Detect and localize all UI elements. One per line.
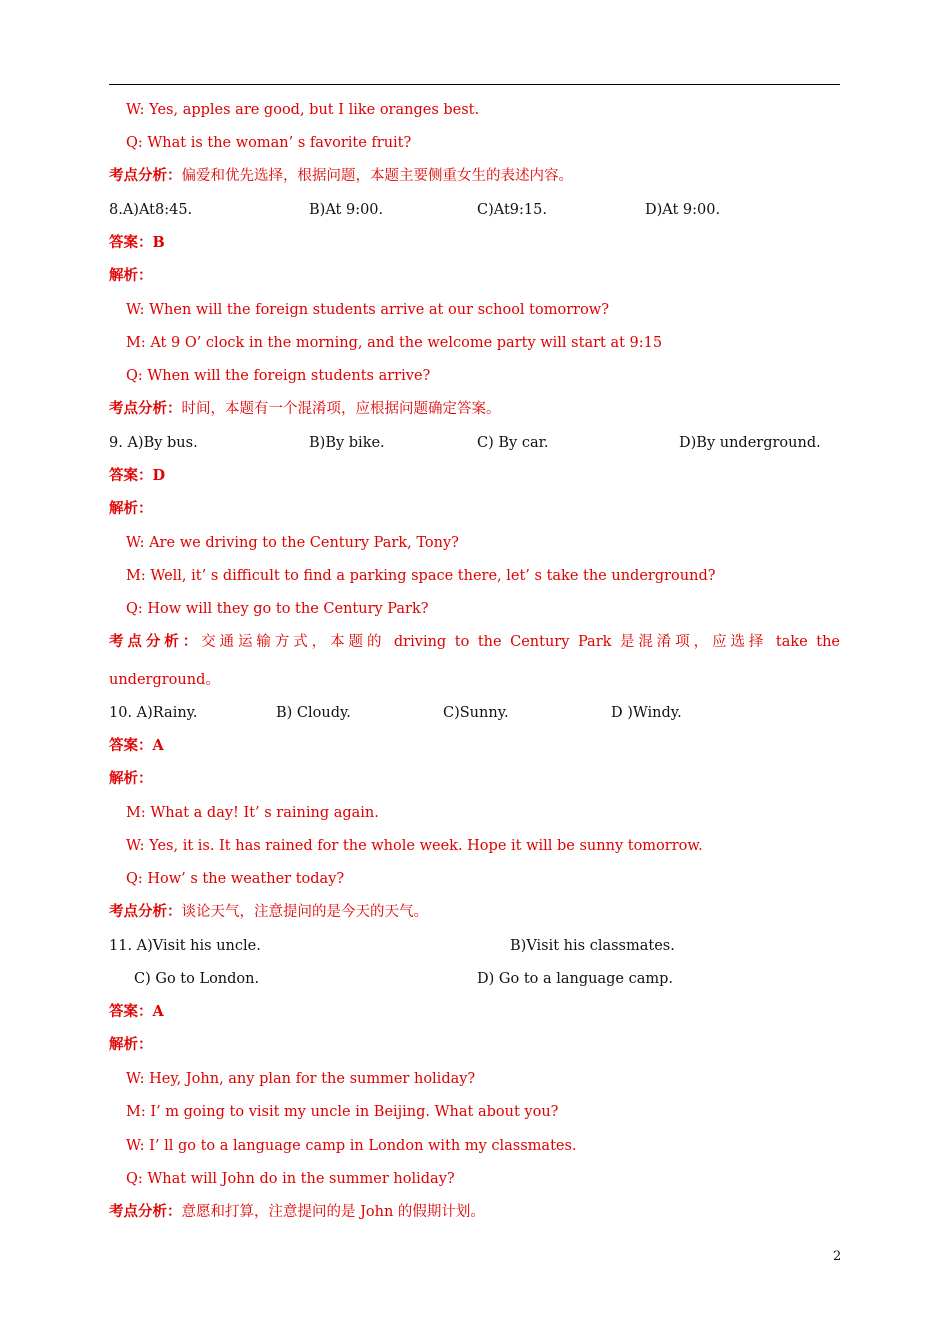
q11-option-d: D) Go to a language camp. xyxy=(477,971,673,987)
q10-dialogue-1: M: What a day! It’ s raining again. xyxy=(126,805,379,821)
analysis-label: 考点分析： xyxy=(109,633,202,650)
q11-answer xyxy=(109,1002,164,1022)
q8-question: Q: When will the foreign students arrive? xyxy=(126,368,431,384)
q10-dialogue-2: W: Yes, it is. It has rained for the whole week. Hope it will be sunny tomorrow. xyxy=(126,838,703,854)
q8-dialogue-1: W: When will the foreign students arrive at our school tomorrow? xyxy=(126,302,609,318)
q11-dialogue-3: W: I’ ll go to a language camp in London with my classmates. xyxy=(126,1138,577,1154)
q9-option-b: B)By bike. xyxy=(309,435,385,451)
analysis-7 xyxy=(109,166,573,186)
answer-value: A xyxy=(152,1003,164,1020)
analysis-text: 谈论天气，注意提问的是今天的天气。 xyxy=(181,904,428,920)
q10-option-c: C)Sunny. xyxy=(443,705,509,721)
q8-analysis xyxy=(109,399,501,419)
q9-analysis-cont: underground。 xyxy=(109,672,220,688)
q9-explain-label: 解析： xyxy=(109,500,153,517)
q9-dialogue-1: W: Are we driving to the Century Park, Tony? xyxy=(126,535,459,551)
answer-value: A xyxy=(152,737,164,754)
q11-analysis xyxy=(109,1202,485,1222)
analysis-label: 考点分析： xyxy=(109,903,182,920)
q8-option-a: 8.A)At8:45. xyxy=(109,202,193,218)
q10-option-b: B) Cloudy. xyxy=(276,705,351,721)
answer-label: 答案： xyxy=(109,467,153,484)
q9-option-a: 9. A)By bus. xyxy=(109,435,198,451)
analysis-label: 考点分析： xyxy=(109,167,182,184)
q11-option-b: B)Visit his classmates. xyxy=(510,938,675,954)
answer-label: 答案： xyxy=(109,234,153,251)
dialogue-line: W: Yes, apples are good, but I like oranges best. xyxy=(126,102,480,118)
q9-option-c: C) By car. xyxy=(477,435,549,451)
q8-option-c: C)At9:15. xyxy=(477,202,547,218)
q10-option-a: 10. A)Rainy. xyxy=(109,705,198,721)
q8-answer xyxy=(109,233,165,253)
page-number: 2 xyxy=(833,1249,842,1264)
q9-answer xyxy=(109,466,165,486)
analysis-label: 考点分析： xyxy=(109,1203,182,1220)
q11-dialogue-1: W: Hey, John, any plan for the summer holiday? xyxy=(126,1071,476,1087)
q9-option-d: D)By underground. xyxy=(679,435,821,451)
q8-dialogue-2: M: At 9 O’ clock in the morning, and the welcome party will start at 9:15 xyxy=(126,335,663,351)
analysis-text: 偏爱和优先选择，根据问题，本题主要侧重女生的表述内容。 xyxy=(181,168,573,184)
answer-value: B xyxy=(152,234,165,251)
q10-question: Q: How’ s the weather today? xyxy=(126,871,345,887)
q11-dialogue-2: M: I’ m going to visit my uncle in Beijing. What about you? xyxy=(126,1104,559,1120)
q9-dialogue-2: M: Well, it’ s difficult to find a parking space there, let’ s take the underground? xyxy=(126,568,716,584)
q9-question: Q: How will they go to the Century Park? xyxy=(126,601,429,617)
answer-label: 答案： xyxy=(109,737,153,754)
q10-option-d: D )Windy. xyxy=(611,705,682,721)
q10-analysis xyxy=(109,902,428,922)
q10-explain-label: 解析： xyxy=(109,770,153,787)
answer-label: 答案： xyxy=(109,1003,153,1020)
q11-option-c: C) Go to London. xyxy=(134,971,260,987)
q11-explain-label: 解析： xyxy=(109,1036,153,1053)
question-line: Q: What is the woman’ s favorite fruit? xyxy=(126,135,412,151)
header-rule xyxy=(109,84,840,85)
q11-option-a: 11. A)Visit his uncle. xyxy=(109,938,261,954)
analysis-text: 交通运输方式，本题的 driving to the Century Park 是混淆项，应选择 take the xyxy=(201,634,840,650)
q10-answer xyxy=(109,736,164,756)
q8-explain-label: 解析： xyxy=(109,267,153,284)
analysis-text: 时间，本题有一个混淆项，应根据问题确定答案。 xyxy=(181,401,501,417)
analysis-label: 考点分析： xyxy=(109,400,182,417)
q11-question: Q: What will John do in the summer holiday? xyxy=(126,1171,455,1187)
q8-option-b: B)At 9:00. xyxy=(309,202,384,218)
q8-option-d: D)At 9:00. xyxy=(645,202,721,218)
q9-analysis xyxy=(109,632,840,652)
analysis-text: 意愿和打算，注意提问的是 John 的假期计划。 xyxy=(181,1204,485,1220)
answer-value: D xyxy=(152,467,166,484)
